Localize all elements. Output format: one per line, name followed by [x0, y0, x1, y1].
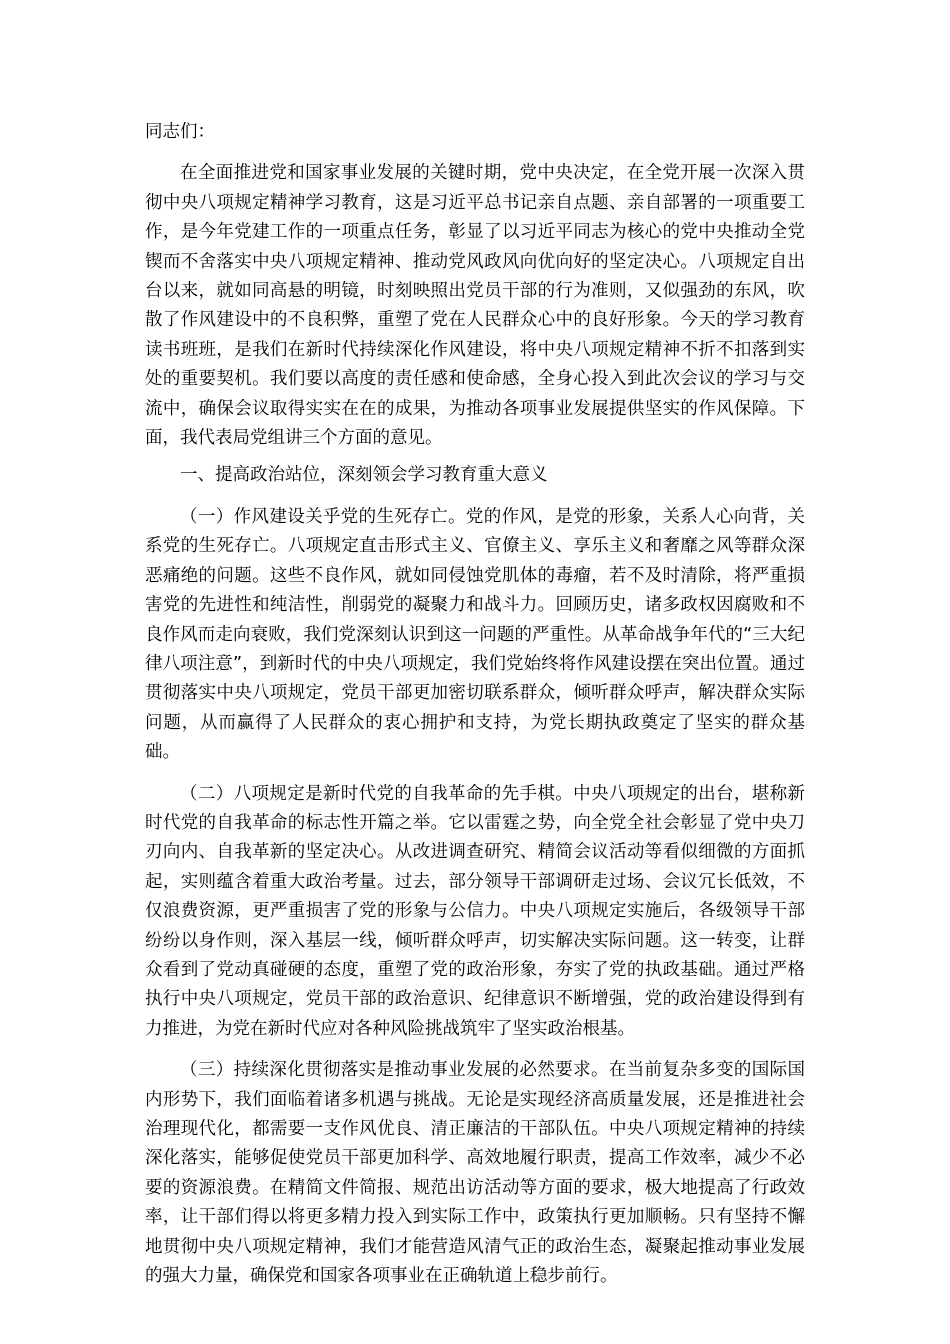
paragraph-3: （三）持续深化贯彻落实是推动事业发展的必然要求。在当前复杂多变的国际国内形势下，我们面临着诸多机遇与挑战。无论是实现经济高质量发展，还是推进社会治理现代化，都需要一支作风优良、清正廉洁的干部队伍。中央八项规定精神的持续深化落实，能够促使党员干部更加科学、高效地履行职责，提高工作效率，减少不必要的资源浪费。在精简文件简报、规范出访活动等方面的要求，极大地提高了行政效率，让干部们得以将更多精力投入到实际工作中，政策执行更加顺畅。只有坚持不懈地贯彻中央八项规定精神，我们才能营造风清气正的政治生态，凝聚起推动事业发展的强大力量，确保党和国家各项事业在正确轨道上稳步前行。 [145, 1060, 805, 1287]
document-body [145, 118, 805, 1303]
paragraph-2: （二）八项规定是新时代党的自我革命的先手棋。中央八项规定的出台，堪称新时代党的自我革命的标志性开篇之举。它以雷霆之势，向全党全社会彰显了党中央刀刃向内、自我革新的坚定决心。从改进调查研究、精简会议活动等看似细微的方面抓起，实则蕴含着重大政治考量。过去，部分领导干部调研走过场、会议冗长低效，不仅浪费资源，更严重损害了党的形象与公信力。中央八项规定实施后，各级领导干部纷纷以身作则，深入基层一线，倾听群众呼声，切实解决实际问题。这一转变，让群众看到了党动真碰硬的态度，重塑了党的政治形象，夯实了党的执政基础。通过严格执行中央八项规定，党员干部的政治意识、纪律意识不断增强，党的政治建设得到有力推进，为党在新时代应对各种风险挑战筑牢了坚实政治根基。 [145, 783, 805, 1039]
intro-paragraph: 在全面推进党和国家事业发展的关键时期，党中央决定，在全党开展一次深入贯彻中央八项规定精神学习教育，这是习近平总书记亲自点题、亲自部署的一项重要工作，是今年党建工作的一项重点任务，彰显了以习近平同志为核心的党中央推动全党锲而不舍落实中央八项规定精神、推动党风政风向优向好的坚定决心。八项规定自出台以来，就如同高悬的明镜，时刻映照出党员干部的行为准则，又似强劲的东风，吹散了作风建设中的不良积弊，重塑了党在人民群众心中的良好形象。今天的学习教育读书班班，是我们在新时代持续深化作风建设，将中央八项规定精神不折不扣落到实处的重要契机。我们要以高度的责任感和使命感，全身心投入到此次会议的学习与交流中，确保会议取得实实在在的成果，为推动各项事业发展提供坚实的作风保障。下面，我代表局党组讲三个方面的意见。 [145, 163, 805, 449]
paragraph-1: （一）作风建设关乎党的生死存亡。党的作风，是党的形象，关系人心向背，关系党的生死存亡。八项规定直击形式主义、官僚主义、享乐主义和奢靡之风等群众深恶痛绝的问题。这些不良作风，就如同侵蚀党肌体的毒瘤，若不及时清除，将严重损害党的先进性和纯洁性，削弱党的凝聚力和战斗力。回顾历史，诸多政权因腐败和不良作风而走向衰败，我们党深刻认识到这一问题的严重性。从革命战争年代的“三大纪律八项注意”，到新时代的中央八项规定，我们党始终将作风建设摆在突出位置。通过贯彻落实中央八项规定，党员干部更加密切联系群众，倾听群众呼声，解决群众实际问题，从而赢得了人民群众的衷心拥护和支持，为党长期执政奠定了坚实的群众基础。 [145, 506, 805, 763]
salutation: 同志们： [145, 122, 215, 142]
section-heading-1: 一、提高政治站位，深刻领会学习教育重大意义 [180, 465, 548, 486]
